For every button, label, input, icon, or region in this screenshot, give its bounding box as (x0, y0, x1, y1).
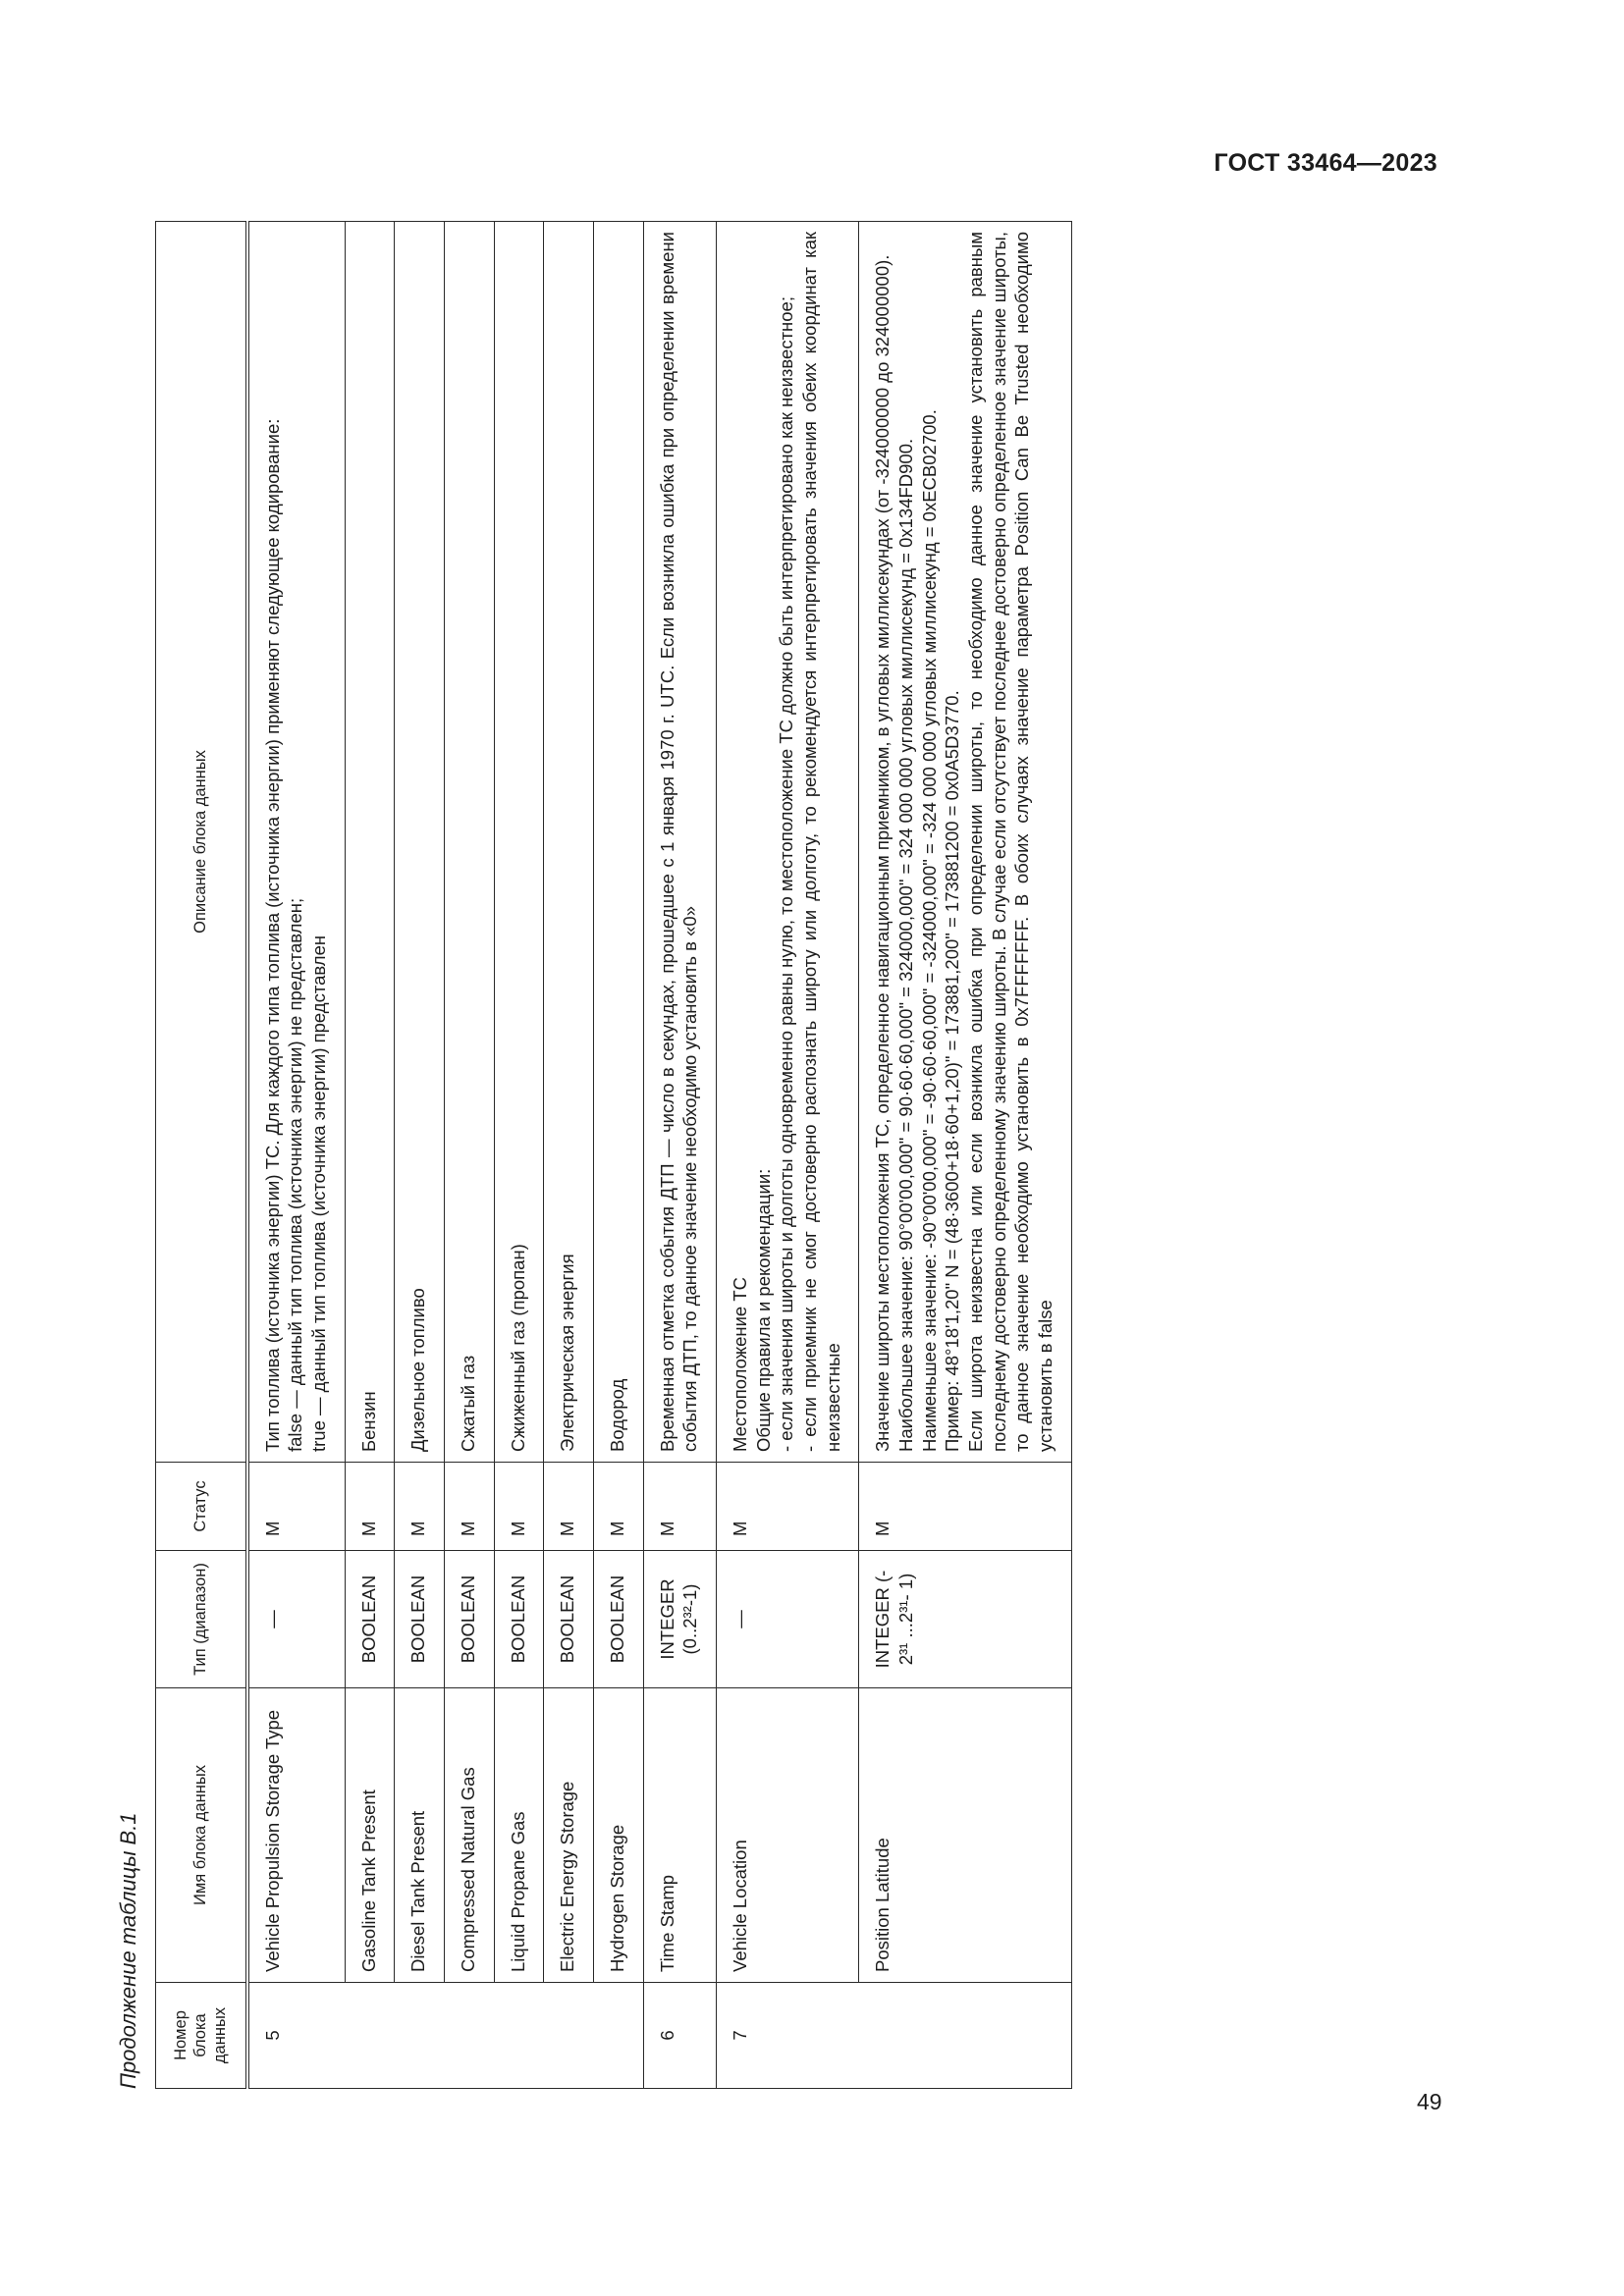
cell-description (859, 222, 1071, 1463)
cell-description (444, 222, 494, 1463)
col-header-desc: Описание блока данных (156, 222, 247, 1463)
cell-status: M (716, 1463, 858, 1551)
table-row (544, 222, 594, 2089)
cell-block-number: 7 (716, 1983, 858, 2089)
cell-status: M (345, 1463, 395, 1551)
cell-description (345, 222, 395, 1463)
table-row (643, 222, 716, 2089)
cell-block-name: Compressed Natural Gas (444, 1688, 494, 1983)
description-line: Если широта неизвестна или если возникла ошибка при определении широты, то необходимо данное значение установить равным последнему достоверно определенному значению широты. В случае если отсутствует последнее достоверно определенное значение широты, то данное значение необходимо установить в 0x7FFFFFFF. В обоих случаях значение параметра Position Can Be Trusted необходимо установить в false (964, 232, 1056, 1452)
table-row (444, 222, 494, 2089)
description-line: Наименьшее значение: -90°00'00,000" = -90·60·60,000" = -324000,000" = -324 000 000 угловых миллисекунд = 0xECB02700. (918, 409, 940, 1452)
cell-status: M (444, 1463, 494, 1551)
cell-description (544, 222, 594, 1463)
cell-block-name: Time Stamp (643, 1688, 716, 1983)
col-header-name: Имя блока данных (156, 1688, 247, 1983)
cell-block-number: 6 (643, 1983, 716, 2089)
cell-block-name: Vehicle Location (716, 1688, 858, 1983)
description-line: Бензин (357, 1391, 379, 1452)
cell-block-name: Hydrogen Storage (593, 1688, 643, 1983)
description-line: Сжиженный газ (пропан) (507, 1244, 528, 1452)
cell-block-name: Electric Energy Storage (544, 1688, 594, 1983)
cell-block-name: Diesel Tank Present (395, 1688, 445, 1983)
description-line: Тип топлива (источника энергии) ТС. Для каждого типа топлива (источника энергии) применяют следующее кодирование: (261, 418, 283, 1452)
cell-block-name: Position Latitude (859, 1688, 1071, 1983)
description-line: Электрическая энергия (557, 1254, 578, 1452)
description-line: Водород (606, 1378, 627, 1452)
description-line: Значение широты местоположения ТС, определенное навигационным приемником, в угловых миллисекундах (от -324000000 до 324000000). (872, 254, 893, 1452)
cell-type-range: BOOLEAN (494, 1551, 544, 1688)
cell-block-name: Gasoline Tank Present (345, 1688, 395, 1983)
cell-type-range: — (247, 1551, 346, 1688)
cell-block-number (345, 1983, 395, 2089)
cell-status: M (544, 1463, 594, 1551)
cell-block-number (593, 1983, 643, 2089)
cell-type-range: BOOLEAN (444, 1551, 494, 1688)
page-number: 49 (1417, 2089, 1442, 2114)
cell-type-range: BOOLEAN (593, 1551, 643, 1688)
cell-block-number: 5 (247, 1983, 346, 2089)
data-block-table (155, 221, 1072, 2089)
description-line: Местоположение ТС (729, 1277, 750, 1452)
cell-description (593, 222, 643, 1463)
cell-description (395, 222, 445, 1463)
cell-type-range: BOOLEAN (345, 1551, 395, 1688)
cell-status: M (494, 1463, 544, 1551)
col-header-type: Тип (диапазон) (156, 1551, 247, 1688)
description-line: Временная отметка события ДТП — число в секундах, прошедшее с 1 января 1970 г. UTC. Если возникла ошибка при определении времени события ДТП, то данное значение необходимо установить в «0» (656, 232, 701, 1452)
description-line: Дизельное топливо (407, 1288, 429, 1452)
cell-block-number (395, 1983, 445, 2089)
table-row (345, 222, 395, 2089)
table-body (247, 222, 1072, 2089)
cell-type-range: BOOLEAN (544, 1551, 594, 1688)
table-row (247, 222, 346, 2089)
description-line: Пример: 48°18'1,20" N = (48·3600+18·60+1,20)" = 173881,200" = 173881200 = 0x0A5D3770. (942, 690, 963, 1452)
cell-status: M (395, 1463, 445, 1551)
cell-block-name: Vehicle Propulsion Storage Type (247, 1688, 346, 1983)
cell-block-number (859, 1983, 1071, 2089)
cell-type-range: — (716, 1551, 858, 1688)
rotated-table-area (101, 222, 1368, 2089)
cell-status: M (643, 1463, 716, 1551)
description-line: Сжатый газ (457, 1355, 478, 1452)
table-row (395, 222, 445, 2089)
cell-block-number (544, 1983, 594, 2089)
cell-block-name: Liquid Propane Gas (494, 1688, 544, 1983)
description-line: false — данный тип топлива (источника энергии) не представлен; (285, 897, 306, 1452)
description-line: Наибольшее значение: 90°00'00,000" = 90·60·60,000" = 324000,000" = 324 000 000 угловых миллисекунд = 0x134FD900. (894, 438, 916, 1452)
table-row (716, 222, 858, 2089)
col-header-status: Статус (156, 1463, 247, 1551)
cell-type-range: INTEGER (0..2³²-1) (643, 1551, 716, 1688)
cell-status: M (247, 1463, 346, 1551)
table-header-row (156, 222, 247, 2089)
cell-status: M (859, 1463, 1071, 1551)
cell-description (643, 222, 716, 1463)
cell-type-range: BOOLEAN (395, 1551, 445, 1688)
cell-description (494, 222, 544, 1463)
description-line: Общие правила и рекомендации: (752, 1168, 774, 1452)
col-header-num: Номер блока данных (156, 1983, 247, 2089)
cell-status: M (593, 1463, 643, 1551)
description-line: - если значения широты и долготы одновременно равны нулю, то местоположение ТС должно быть интерпретировано как неизвестное; (776, 296, 797, 1452)
cell-block-number (494, 1983, 544, 2089)
table-row (593, 222, 643, 2089)
description-line: true — данный тип топлива (источника энергии) представлен (307, 934, 329, 1452)
cell-block-number (444, 1983, 494, 2089)
table-row (859, 222, 1071, 2089)
cell-type-range: INTEGER (- 2³¹ ...2³¹- 1) (859, 1551, 1071, 1688)
cell-description (247, 222, 346, 1463)
cell-description (716, 222, 858, 1463)
table-caption: Продолжение таблицы В.1 (116, 1812, 140, 2089)
table-row (494, 222, 544, 2089)
description-line: - если приемник не смог достоверно распознать широту или долготу, то рекомендуется интерпретировать значения обеих координат как неизвестные (798, 232, 843, 1452)
document-id: ГОСТ 33464—2023 (1214, 149, 1437, 177)
